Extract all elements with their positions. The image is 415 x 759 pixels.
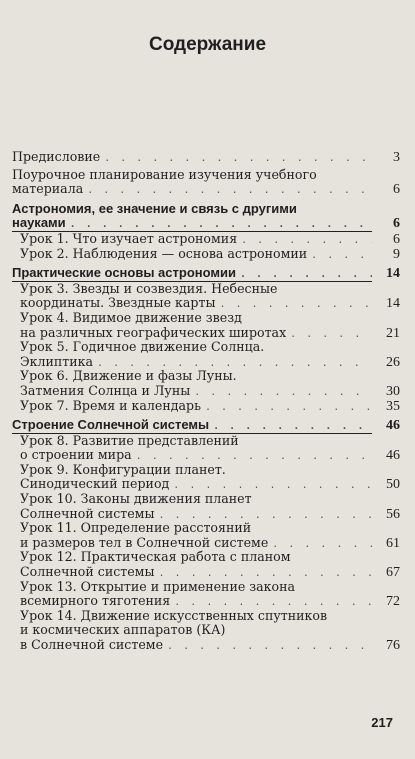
toc-lesson-entry bbox=[12, 609, 400, 653]
toc-entry-line: Затмения Солнца и Луны bbox=[20, 382, 191, 398]
dot-leader bbox=[104, 152, 372, 167]
toc-entry-row bbox=[20, 296, 400, 311]
toc-entry-row bbox=[12, 265, 400, 282]
toc-page-number: 46 bbox=[386, 448, 400, 464]
toc-entry-line: Предисловие bbox=[12, 149, 101, 164]
toc-entry-line: Урок 14. Движение искусственных спутников bbox=[20, 607, 328, 623]
toc-entry-line: Солнечной системы bbox=[20, 505, 155, 521]
toc-lesson-entry bbox=[12, 463, 400, 492]
toc-entry-row bbox=[20, 507, 400, 522]
toc-entry-line: всемирного тяготения bbox=[20, 593, 171, 609]
toc-entry-line: в Солнечной системе bbox=[20, 637, 164, 652]
toc-page-number: 35 bbox=[386, 398, 400, 414]
toc-page-number: 6 bbox=[393, 216, 400, 232]
toc-lesson-entry bbox=[12, 521, 400, 550]
toc-entry-line: на различных географических широтах bbox=[20, 324, 287, 340]
toc-entry-line: Урок 8. Развитие представлений bbox=[20, 432, 239, 448]
toc-lesson-entry bbox=[12, 282, 400, 311]
toc-entry-row bbox=[20, 247, 400, 262]
toc-lesson-entry bbox=[12, 369, 400, 398]
toc-entry bbox=[12, 150, 400, 165]
toc-page-number: 61 bbox=[386, 535, 400, 551]
toc-entry-line: Урок 3. Звезды и созвездия. Небесные bbox=[20, 280, 278, 296]
toc-entry-line: науками bbox=[12, 215, 66, 231]
dot-leader bbox=[205, 401, 372, 416]
table-of-contents bbox=[12, 150, 400, 653]
toc-entry-line: координаты. Звездные карты bbox=[20, 295, 216, 311]
toc-section-entry bbox=[12, 418, 400, 434]
toc-section-entry bbox=[12, 266, 400, 282]
toc-entry-line: Солнечной системы bbox=[20, 564, 155, 580]
toc-page-number: 26 bbox=[386, 354, 400, 370]
toc-entry-line: Урок 7. Время и календарь bbox=[20, 397, 201, 413]
toc-entry-line: Урок 2. Наблюдения — основа астрономии bbox=[20, 245, 308, 261]
toc-entry-line: Урок 12. Практическая работа с планом bbox=[20, 549, 291, 565]
toc-entry-row bbox=[20, 355, 400, 370]
toc-entry-row bbox=[20, 536, 400, 551]
toc-entry-line: Урок 10. Законы движения планет bbox=[20, 491, 252, 507]
toc-entry-line: Урок 11. Определение расстояний bbox=[20, 520, 252, 536]
toc-entry-row bbox=[12, 182, 400, 197]
dot-leader bbox=[87, 184, 372, 199]
toc-entry-row bbox=[12, 150, 400, 165]
toc-entry-row bbox=[20, 232, 400, 247]
toc-page-number: 3 bbox=[393, 150, 400, 165]
toc-entry-row bbox=[20, 384, 400, 399]
toc-entry-line: и космических аппаратов (КА) bbox=[20, 622, 226, 638]
toc-page-number: 76 bbox=[386, 638, 400, 653]
toc-entry-line: Урок 6. Движение и фазы Луны. bbox=[20, 368, 237, 384]
toc-page-number: 14 bbox=[386, 296, 400, 312]
dot-leader bbox=[311, 249, 372, 264]
toc-page-number: 72 bbox=[386, 594, 400, 610]
toc-lesson-entry bbox=[12, 434, 400, 463]
page-title: Содержание bbox=[148, 34, 267, 55]
toc-entry-line: Практические основы астрономии bbox=[12, 265, 236, 281]
toc-entry-row bbox=[20, 399, 400, 414]
toc-page-number: 30 bbox=[386, 383, 400, 399]
toc-entry-line: Поурочное планирование изучения учебного bbox=[12, 166, 317, 182]
toc-entry-line: Строение Солнечной системы bbox=[12, 417, 210, 433]
toc-entry-row bbox=[20, 448, 400, 463]
toc-entry-line: Урок 9. Конфигурации планет. bbox=[20, 461, 226, 477]
toc-page-number: 67 bbox=[386, 565, 400, 581]
toc-entry-line: Урок 5. Годичное движение Солнца. bbox=[20, 339, 265, 355]
toc-page-number: 6 bbox=[393, 182, 400, 198]
toc-entry-row bbox=[20, 638, 400, 653]
toc-entry-line: Урок 1. Что изучает астрономия bbox=[20, 230, 238, 246]
toc-entry-line: Синодический период bbox=[20, 476, 170, 492]
toc-entry-line: Урок 4. Видимое движение звезд bbox=[20, 309, 242, 325]
toc-page-number: 56 bbox=[386, 506, 400, 522]
dot-leader bbox=[167, 640, 372, 655]
toc-entry-row bbox=[12, 215, 400, 232]
toc-entry-row bbox=[12, 417, 400, 434]
toc-page-number: 14 bbox=[386, 266, 400, 282]
toc-lesson-entry bbox=[12, 492, 400, 521]
toc-page-number: 46 bbox=[386, 418, 400, 434]
toc-entry-row bbox=[20, 477, 400, 492]
toc-entry-line: Урок 13. Открытие и применение закона bbox=[20, 578, 296, 594]
toc-entry-line: и размеров тел в Солнечной системе bbox=[20, 534, 269, 550]
toc-section-entry bbox=[12, 202, 400, 232]
toc-lesson-entry bbox=[12, 399, 400, 414]
toc-page-number: 9 bbox=[393, 246, 400, 262]
toc-entry-line: о строении мира bbox=[20, 447, 132, 463]
toc-page-number: 21 bbox=[386, 325, 400, 341]
toc-entry-row bbox=[20, 565, 400, 580]
toc-lesson-entry bbox=[12, 311, 400, 340]
toc-lesson-entry bbox=[12, 232, 400, 247]
toc-page-number: 50 bbox=[386, 477, 400, 493]
toc-entry bbox=[12, 168, 400, 197]
toc-page-number: 6 bbox=[393, 231, 400, 247]
toc-entry-row bbox=[20, 594, 400, 609]
toc-entry-line: Эклиптика bbox=[20, 353, 94, 369]
toc-lesson-entry bbox=[12, 550, 400, 579]
page-number: 217 bbox=[371, 715, 393, 730]
toc-entry-row bbox=[20, 326, 400, 341]
toc-entry-line: Астрономия, ее значение и связь с другими bbox=[12, 200, 297, 216]
toc-entry-line: материала bbox=[12, 181, 84, 197]
toc-lesson-entry bbox=[12, 580, 400, 609]
toc-lesson-entry bbox=[12, 340, 400, 369]
toc-lesson-entry bbox=[12, 247, 400, 262]
